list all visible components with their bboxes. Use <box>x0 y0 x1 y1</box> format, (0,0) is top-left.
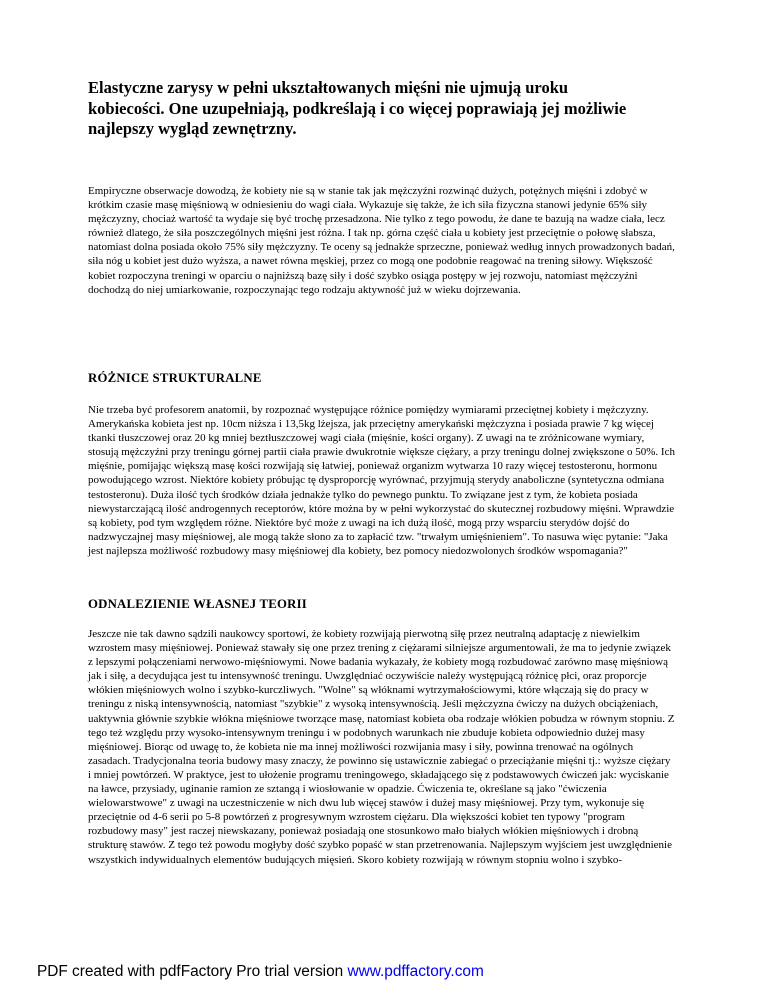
pdffactory-link[interactable]: www.pdffactory.com <box>347 963 484 980</box>
section-heading-own-theory: ODNALEZIENIE WŁASNEJ TEORII <box>88 597 307 611</box>
footer-text: PDF created with pdfFactory Pro trial version <box>37 963 348 980</box>
document-title: Elastyczne zarysy w pełni ukształtowanych mięśni nie ujmują uroku kobiecości. One uzupełniają, podkreślają i co więcej poprawiają jej możliwie najlepszy wygląd zewnętrzny. <box>88 78 627 138</box>
pdf-footer <box>37 963 484 981</box>
section-paragraph-structural-differences: Nie trzeba być profesorem anatomii, by rozpoznać występujące różnice pomiędzy wymiarami przeciętnej kobiety i mężczyzny. Amerykańska kobieta jest np. 10cm niższa i 13,5kg lżejsza, jak przeciętny amerykański mężczyzna i posiada prawie 7 kg więcej tkanki tłuszczowej oraz 20 kg mniej beztłuszczowej wagi ciała (mięśnie, kości organy). Z uwagi na te zróżnicowane wymiary, stosują mężczyźni przy treningu górnej partii ciała prawie dwukrotnie większe ciężary, a przy treningu dolnej zwiększone o 50%. Ich mięśnie, pomijając większą masę kości rozwijają się łatwiej, ponieważ organizm wytwarza 10 razy więcej testosteronu, hormonu powodującego wzrost. Niektóre kobiety próbując tę dysproporcję wyrównać, przyjmują sterydy anaboliczne (syntetyczna odmiana testosteronu). Duża ilość tych środków działa jednakże tylko do pewnego punktu. To związane jest z tym, że kobieta posiada niewystarczającą ilość androgennych receptorów, które można by w pełni wykorzystać do skutecznej rozbudowy mięśni. Wprawdzie są kobiety, pod tym względem różne. Niektóre być może z uwagi na ich dużą ilość, mogą przy wsparciu sterydów dojść do nadzwyczajnej masy mięśniowej, ale mogą także słono za to zapłacić tzw. "trwałym umięśnieniem". To nasuwa więc pytanie: "Jaka jest najlepsza możliwość rozbudowy masy mięśniowej dla kobiety, bez pomocy niedozwolonych środków wspomagania?" <box>88 404 675 557</box>
intro-paragraph: Empiryczne obserwacje dowodzą, że kobiety nie są w stanie tak jak mężczyźni rozwinąć dużych, potężnych mięśni i zdobyć w krótkim czasie masę mięśniową w odniesieniu do wagi ciała. Wykazuje się także, że ich siła fizyczna stanowi jedynie 65% siły mężczyzny, chociaż wartość ta wydaje się być trochę przesadzona. Nie tylko z tego powodu, że dane te bazują na wadze ciała, lecz również dlatego, że siła poszczególnych mięśni jest różna. I tak np. górna część ciała u kobiety jest przeciętnie o połowę słabsza, natomiast dolna posiada około 75% siły mężczyzny. Te oceny są jednakże sprzeczne, ponieważ według innych prowadzonych badań, siła nóg u kobiet jest dużo wyższa, a nawet równa męskiej, przez co mogą one podobnie reagować na trening siłowy. Większość kobiet rozpoczyna treningi w oparciu o najniższą bazę siły i dość szybko osiąga postępy w jej rozwoju, natomiast mężczyźni dochodzą do niej umiarkowanie, rozpoczynając tego rodzaju aktywność już w wieku dojrzewania. <box>88 185 675 296</box>
section-paragraph-own-theory: Jeszcze nie tak dawno sądzili naukowcy sportowi, że kobiety rozwijają pierwotną siłę przez neutralną adaptację z niewielkim wzrostem masy mięśniowej. Ponieważ stawały się one przez trening z ciężarami silniejsze argumentowali, że ma to jedynie związek z lepszymi połączeniami nerwowo-mięśniowymi. Nowe badania wykazały, że kobiety mogą rozbudować zarówno masę mięśniową jak i siłę, a decydująca jest tu intensywność treningu. Uwzględniać oczywiście należy występującą różnicę płci, oraz proporcje włókien mięśniowych wolno i szybko-kurczliwych. "Wolne" są włóknami wytrzymałościowymi, które włączają się do pracy w treningu z niską intensywnością, natomiast "szybkie" z wysoką intensywnością. Jeśli mężczyzna ćwiczy na dużych obciążeniach, uaktywnia głównie szybkie włókna mięśniowe tworzące masę, natomiast kobieta oba rodzaje włókien pobudza w równym stopniu. Z tego też względu przy wysoko-intensywnym treningu i w podobnych warunkach nie zbuduje kobieta odpowiednio dużej masy mięśniowej. Biorąc od uwagę to, że kobieta nie ma innej możliwości rozwijania masy i siły, powinna trenować na ogólnych zasadach. Tradycjonalna teoria budowy masy znaczy, że powinno się ustawicznie zabiegać o przeciążanie mięśni tj.: wyższe ciężary i mniej powtórzeń. W praktyce, jest to ułożenie programu treningowego, składającego się z podstawowych ćwiczeń jak: wyciskanie na ławce, przysiady, uginanie ramion ze sztangą i wiosłowanie w opadzie. Ćwiczenia te, określane są jako "ćwiczenia wielowarstwowe" z uwagi na uczestniczenie w nich dwu lub więcej stawów i dużej masy mięśniowej. Przy tym, wykonuje się przeciętnie od 4-6 serii po 5-8 powtórzeń z progresywnym wzrostem ciężaru. Dla większości kobiet ten typowy "program rozbudowy masy" jest raczej niewskazany, ponieważ posiadają one stosunkowo mało białych włókien mięśniowych i drobną strukturę stawów. Z tego też powodu mogłyby dość szybko popaść w stan przetrenowania. Najlepszym wyjściem jest uwzględnienie wszystkich indywidualnych elementów budujących mięsień. Skoro kobiety rozwijają w równym stopniu wolno i szybko- <box>88 628 675 866</box>
section-heading-structural-differences: RÓŻNICE STRUKTURALNE <box>88 371 262 385</box>
